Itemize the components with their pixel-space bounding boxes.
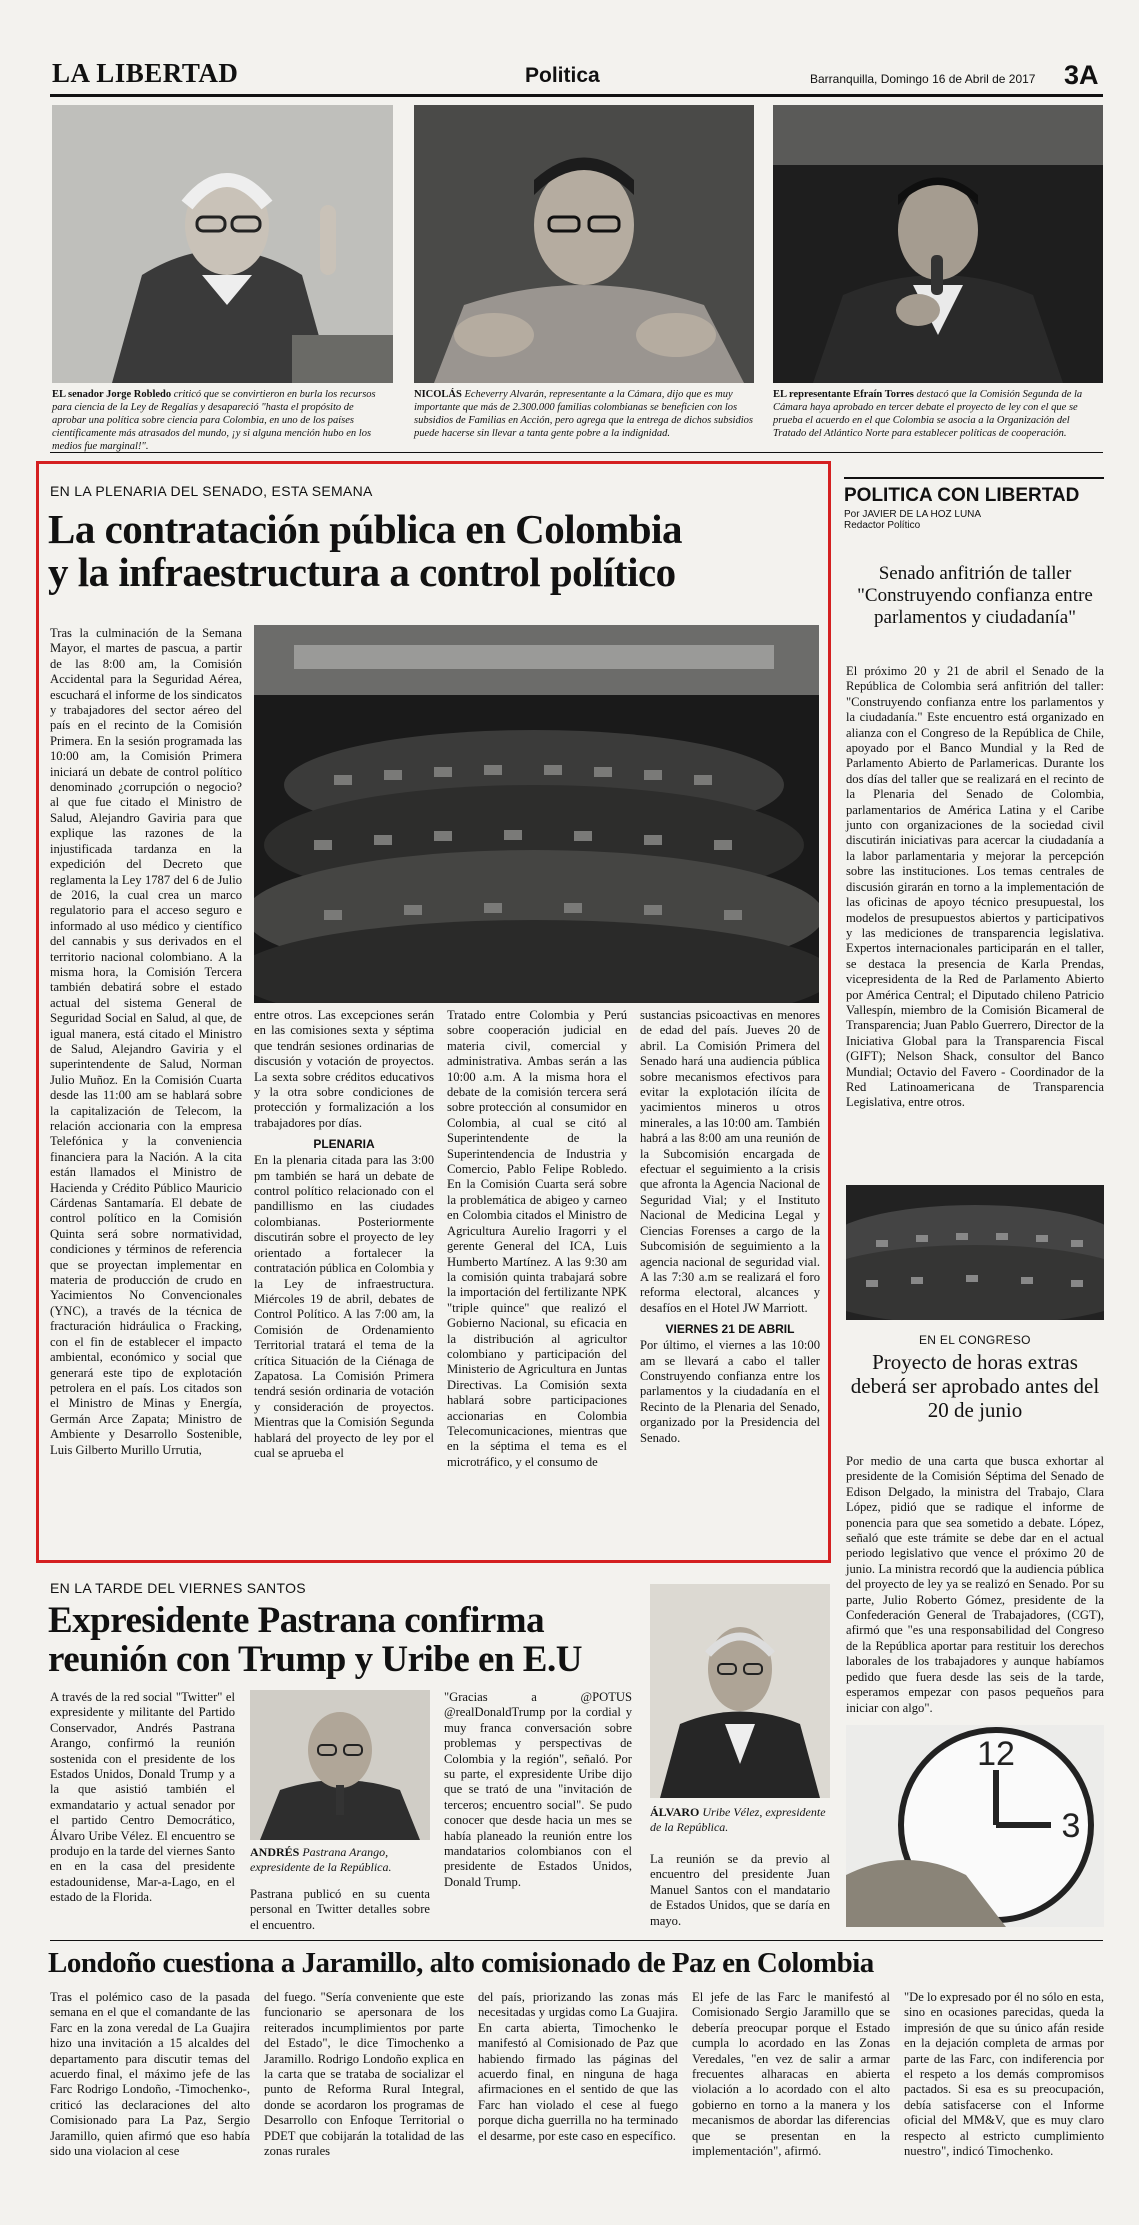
uribe-photo [650,1584,830,1798]
top-photo-3 [773,105,1103,383]
divider-top [50,452,1103,453]
headline-line-2: reunión con Trump y Uribe en E.U [48,1638,582,1680]
svg-text:3: 3 [1061,1807,1081,1845]
robledo-photo [52,105,393,383]
torres-photo [773,105,1103,383]
pastrana-col-3: "Gracias a @POTUS @realDonaldTrump por la cordial y muy franca conversación sobre problemas y perspectivas de Colombia y la región", señaló. Por su parte, el expresidente Uribe dijo que se trató de una "invitación de terceros; encuentro social". Se pudo conocer que desde hacia un mes se había planeado la reunión entre los mandatarios colombianos con el presidente de Estados Unidos, Donald Trump. [444,1690,632,1889]
caption-name: ANDRÉS [250,1845,300,1859]
headline-line-1: Expresidente Pastrana confirma [48,1600,545,1641]
echeverry-photo [414,105,754,383]
svg-text:12: 12 [977,1735,1015,1773]
caption-name: ÁLVARO [650,1805,700,1819]
pastrana-headline [48,1602,688,1680]
congreso-body: Por medio de una carta que busca exhortar al presidente de la Comisión Séptima del Senado de Edison Delgado, la ministra del Trabajo, Clara López, pidió que se radique el informe de ponencia para que sea sometido a debate. López, señaló que este trámite se debe dar en el actual periodo legislativo que vence el próximo 20 de junio. La ministra recordó que la audiencia pública del proyecto de ley ya se realizó en Senado. Por su parte, Julio Roberto Gómez, presidente de la Confederación General de Trabajadores, (CGT), afirmó que "es una responsabilidad del Congreso de la República aportar para restituir los derechos laborales de los trabajadores y aunque habíamos pedido que fuera desde las seis de la tarde, esperamos empezar con pasos pequeños para iniciar con algo". [846,1454,1104,1715]
caption-name: EL senador Jorge Robledo [52,389,172,400]
pastrana-kicker: EN LA TARDE DEL VIERNES SANTOS [50,1580,306,1596]
sidebar-column-title: POLITICA CON LIBERTAD [844,477,1104,507]
uribe-photo-caption [650,1805,830,1835]
col4-text: sustancias psicoactivas en menores de edad del país. Jueves 20 de abril. La Comisión Primera del Senado hará una audiencia pública sobre mecanismos efectivos para evitar la explotación ilícita de yacimientos mineros u otros minerales, a las 10:00 am. También habrá a las 8:00 am una reunión de la Subcomisión encargada de efectuar el seguimiento a la crisis que afronta la Agencia Nacional de Seguridad Vial; y el Instituto Nacional de Medicina Legal y Ciencias Forenses a cargo de la Subcomisión de seguimiento a la agencia nacional de seguridad vial. A las 7:30 a.m se realizará el foro reforma electoral, alcances y desafíos en el Hotel JW Marriott. [640,1008,820,1315]
londono-col-5: "De lo expresado por él no sólo en esta, sino en ocasiones parecidas, queda la impresión de que su único afán reside en la dejación completa de armas por parte de las Farc, con indiferencia por el respeto a los demás compromisos pactados. Si esa es su preocupación, debía satisfacerse con el Informe oficial del MM&V, que es muy claro respecto al estricto cumplimiento nuestro", indicó Timochenko. [904,1990,1104,2159]
top-photo-1 [52,105,393,383]
col4b-text: Por último, el viernes a las 10:00 am se llevará a cabo el taller Construyendo confianza entre los parlamentos y la ciudadanía en el Recinto de la Plenaria del Senado, organizado por la Presidencia del Senado. [640,1338,820,1445]
caption-text: Echeverry Alvarán, representante a la Cámara, dijo que es muy importante que más de 2.300.000 familias colombianas se beneficien con los subsidios de Familias en Acción, pero agrega que la entrega de dichos subsidios puede hacerse sin llevar a tanta gente pobre a la indignidad. [414,389,753,439]
main-story-col-1: Tras la culminación de la Semana Mayor, el martes de pascua, a partir de las 8:00 am, la Comisión Accidental para la Seguridad Aérea, escuchará el informe de los sindicatos y trabajadores del sector aéreo del país en el recinto de la Comisión Primera. En la sesión programada las 10:00 am, la Comisión Primera iniciará un debate de control político denominado ¿corrupción o negocio? al que fue citado el Ministro de Salud, Alejandro Gaviria para que explique las razones de la injustificada tardanza en la expedición del Decreto que reglamenta la Ley 1787 del 6 de Julio de 2016, la cual crea un marco regulatorio para el acceso seguro e informado al uso médico y científico del cannabis y sus derivados en el territorio nacional colombiano. A la misma hora, la Comisión Tercera también debatirá sobre el estado actual del sistema General de Seguridad Social en Salud, al que, de igual manera, está citado el Ministro de Salud, Alejandro Gaviria y el superintendente de Salud, Norman Julio Muñoz. En la Comisión Cuarta desde las 11:00 am se hablará sobre la capitalización de Telecom, la relación accionaria con la empresa Telefónica y la conveniencia financiera para la Nación. A la cita están llamados el Ministro de Hacienda y Crédito Público Mauricio Cárdenas Santamaría. El debate de control político en la Comisión Quinta será sobre normatividad, condiciones y términos de referencia que se proyectan implementar en materia de producción de crudo en Yacimientos No Convencionales (YNC), a través de la técnica de fracturación hidráulica o Fracking, con el fin de establecer el impacto ambiental, económico y social que generará este tipo de explotación petrolera en el país. Los citados son el Ministro de Minas y Energía, Germán Arce Zapata; Ministro de Ambiente y Desarrollo Sostenible, Luis Gilberto Murillo Urrutia, [50,626,242,1457]
sidebar-header [844,477,1104,531]
caption-name: EL representante Efraín Torres [773,389,914,400]
londono-col-2: del fuego. "Sería conveniente que este funcionario se apersonara de los reiterados incumplimientos por parte del Estado", le dice Timochenko a Jaramillo. Rodrigo Londoño explica en la carta que se trataba de socializar el punto de Reforma Rural Integral, donde se acordaron los programas de Desarrollo con Enfoque Territorial o PDET que cobijarán la totalidad de las zonas rurales [264,1990,464,2159]
section-name: Politica [525,64,600,87]
pastrana-col-1: A través de la red social "Twitter" el expresidente y militante del Partido Conservador, Andrés Pastrana Arango, confirmó la reunión sostenida con el presidente de los Estados Unidos, Donald Trump y a la que asistió también el exmandatario y actual senador por el partido Centro Democrático, Álvaro Uribe Vélez. El encuentro se produjo en la tarde del viernes Santo en en la casa del presidente estadounidense, Mar-a-Lago, en el estado de la Florida. [50,1690,235,1905]
dateline: Barranquilla, Domingo 16 de Abril de 2017 [810,72,1036,86]
caption-text: Uribe Vélez, expresidente de la República. [650,1805,826,1834]
main-story-col-4 [640,1008,820,1446]
sidebar-headline: Senado anfitrión de taller "Construyendo confianza entre parlamentos y ciudadanía" [857,563,1093,628]
londono-headline: Londoño cuestiona a Jaramillo, alto comisionado de Paz en Colombia [48,1947,874,1979]
caption-name: NICOLÁS [414,389,462,400]
top-photo-2 [414,105,754,383]
senate-plenary-photo [254,625,819,1003]
sidebar-byline-role: Redactor Político [844,520,921,531]
caption-text: destacó que la Comisión Segunda de la Cámara haya aprobado en tercer debate el proyecto de ley con el que se prueba el acuerdo en el que Colombia se asocia a la Organización del Tratado del Atlántico Norte para establecer políticas de cooperación. [773,389,1083,439]
caption-text: criticó que se convirtieron en burla los recursos para ciencia de la Ley de Regalías y desapareció "hasta el propósito de aprobar una política sobre ciencia para Colombia, en uno de los países científicamente más atrasados del mundo, ¡y si alguna mención hubo en los medios fue marginal!". [52,389,376,452]
col2b-text: En la plenaria citada para las 3:00 pm también se hará un debate de control político relacionado con el pandillismo en las ciudades colombianas. Posteriormente discutirán sobre el proyecto de ley orientado a fortalecer la contratación pública en Colombia y la Ley de infraestructura. Miércoles 19 de abril, debates de Control Político. A las 7:00 am, la Comisión de Ordenamiento Territorial tratará el tema de la crítica Situación de la Ciénaga de Zapatosa. La Comisión Primera tendrá sesión ordinaria de votación y consideración de proyectos. Mientras que la Comisión Segunda hablará del proyecto de ley por el cual se aprueba el [254,1153,434,1460]
caption-text: Pastrana Arango, expresidente de la República. [250,1845,392,1874]
top-photo-2-caption [414,388,754,440]
londono-col-3: del país, priorizando las zonas más necesitadas y urgidas como La Guajira. En carta abierta, Timochenko le manifestó al Comisionado de Paz que habiendo firmado las páginas del acuerdo final, en ninguna de haga afirmaciones en el sentido de que las Farc han violado el cese al fuego porque dicha guerrilla no ha terminado el desarme, por este caso en específico. [478,1990,678,2143]
congreso-kicker: EN EL CONGRESO [919,1333,1031,1347]
pastrana-photo [250,1690,430,1840]
top-photo-1-caption [52,388,390,453]
congreso-headline: Proyecto de horas extras deberá ser aprobado antes del 20 de junio [850,1350,1100,1422]
main-story-headline [48,508,828,594]
sidebar-photo [846,1185,1104,1320]
col4-subhead: VIERNES 21 DE ABRIL [665,1322,795,1337]
sidebar-body: El próximo 20 y 21 de abril el Senado de la República de Colombia será anfitrión del taller: "Construyendo confianza entre los parlamentos y la ciudadanía." Este encuentro está organizado en alianza con el Congreso de la República de Chile, apoyado por el Banco Mundial y la Red de Parlamento Abierto de Parlamericas. Durante los dos días del taller que se realizará en el recinto de la Plenaria del Senado de Colombia, parlamentarios de América Latina y el Caribe junto con organizaciones de la sociedad civil discutirán iniciativas para acercar la ciudadanía a la labor parlamentaria y mejorar la percepción sobre las instituciones. Los temas centrales de discusión girarán en torno a la implementación de las oficinas de apoyo técnico presupuestal, los modelos de presupuestos abiertos y participativos y las mediciones de transparencia legislativa. Expertos internacionales participarán en el taller, se destaca la presencia de Karla Prendas, vicepresidenta de la Red de Parlamento Abierto por América Central; el Diputado chileno Patricio Vallespín, miembro de la Comisión Bicameral de Transparencia; Juan Pablo Guerrero, Director de la Iniciativa Global para la Transparencia Fiscal (GIFT); Nelson Shack, consultor del Banco Mundial; Octavio del Favero - Coordinador de la Red Latinoamericana de Transparencia Legislativa, entre otros. [846,664,1104,1110]
headline-line-2: y la infraestructura a control político [48,549,676,596]
masthead [0,0,1139,105]
page-number: 3A [1064,60,1099,90]
londono-col-4: El jefe de las Farc le manifestó al Comisionado Sergio Jaramillo que se debería preocupar porque el Estado cumpla lo acordado en las Zonas Veredales, "en vez de salir a armar frecuentes alharacas en abierta violación a lo acordado con el alto gobierno en torno a la manera y los mecanismos de abordar las diferencias que se presentan en la implementación", afirmó. [692,1990,890,2159]
londono-col-1: Tras el polémico caso de la pasada semana en el que el comandante de las Farc en la zona veredal de La Guajira hizo una invitación a 15 alcaldes del departamento para discutir temas del acuerdo final, el máximo jefe de las Farc Rodrigo Londoño, -Timochenko-, criticó las declaraciones del alto Comisionado para La Paz, Sergio Jaramillo, quien afirmó que eso había sido una violacion al cese [50,1990,250,2159]
col2-subhead: PLENARIA [313,1137,375,1152]
pastrana-col-4: La reunión se da previo al encuentro del presidente Juan Manuel Santos con el mandatario de Estados Unidos, que se daría en mayo. [650,1852,830,1928]
sidebar-byline: Por JAVIER DE LA HOZ LUNA [844,509,982,520]
top-photo-3-caption [773,388,1103,440]
divider-bottom [50,1940,1103,1941]
main-story-kicker: EN LA PLENARIA DEL SENADO, ESTA SEMANA [50,483,373,499]
col2-text: entre otros. Las excepciones serán en las comisiones sexta y séptima que tendrán sesiones ordinarias de discusión y votación de proyectos. La sexta sobre créditos educativos y la otra sobre condiciones de protección y formalización a los trabajadores por días. [254,1008,434,1130]
pastrana-photo-caption [250,1845,430,1875]
main-story-col-2 [254,1008,434,1461]
pastrana-col-2: Pastrana publicó en su cuenta personal en Twitter detalles sobre el encuentro. [250,1887,430,1932]
paper-name: LA LIBERTAD [52,58,239,88]
main-story-col-3: Tratado entre Colombia y Perú sobre cooperación judicial en materia civil, comercial y administrativa. Ambas serán a las 10:00 a.m. A la misma hora el debate de la comisión tercera será sobre protección al consumidor en Colombia, al cual se citó al Superintendente de la Superintendencia de Industria y Comercio, Pablo Felipe Robledo. En la Comisión Cuarta será sobre la problemática de abigeo y carneo en Colombia citados el Ministro de Agricultura Aurelio Iragorri y el gerente General del ICA, Luis Humberto Martínez. A las 9:30 am la comisión quinta trabajará sobre la importación del fertilizante NPK "triple quince" que realizó el Gobierno Nacional, su eficacia en la distribución al agricultor colombiano y participación del Ministerio de Agricultura en Juntas Directivas. La Comisión sexta hablará sobre participaciones accionarias en Colombia Telecomunicaciones, mientras que en la séptima el tema es el microtráfico, y el consumo de [447,1008,627,1469]
headline-line-1: La contratación pública en Colombia [48,506,682,552]
clock-illustration [846,1725,1104,1927]
masthead-rule [50,94,1103,97]
